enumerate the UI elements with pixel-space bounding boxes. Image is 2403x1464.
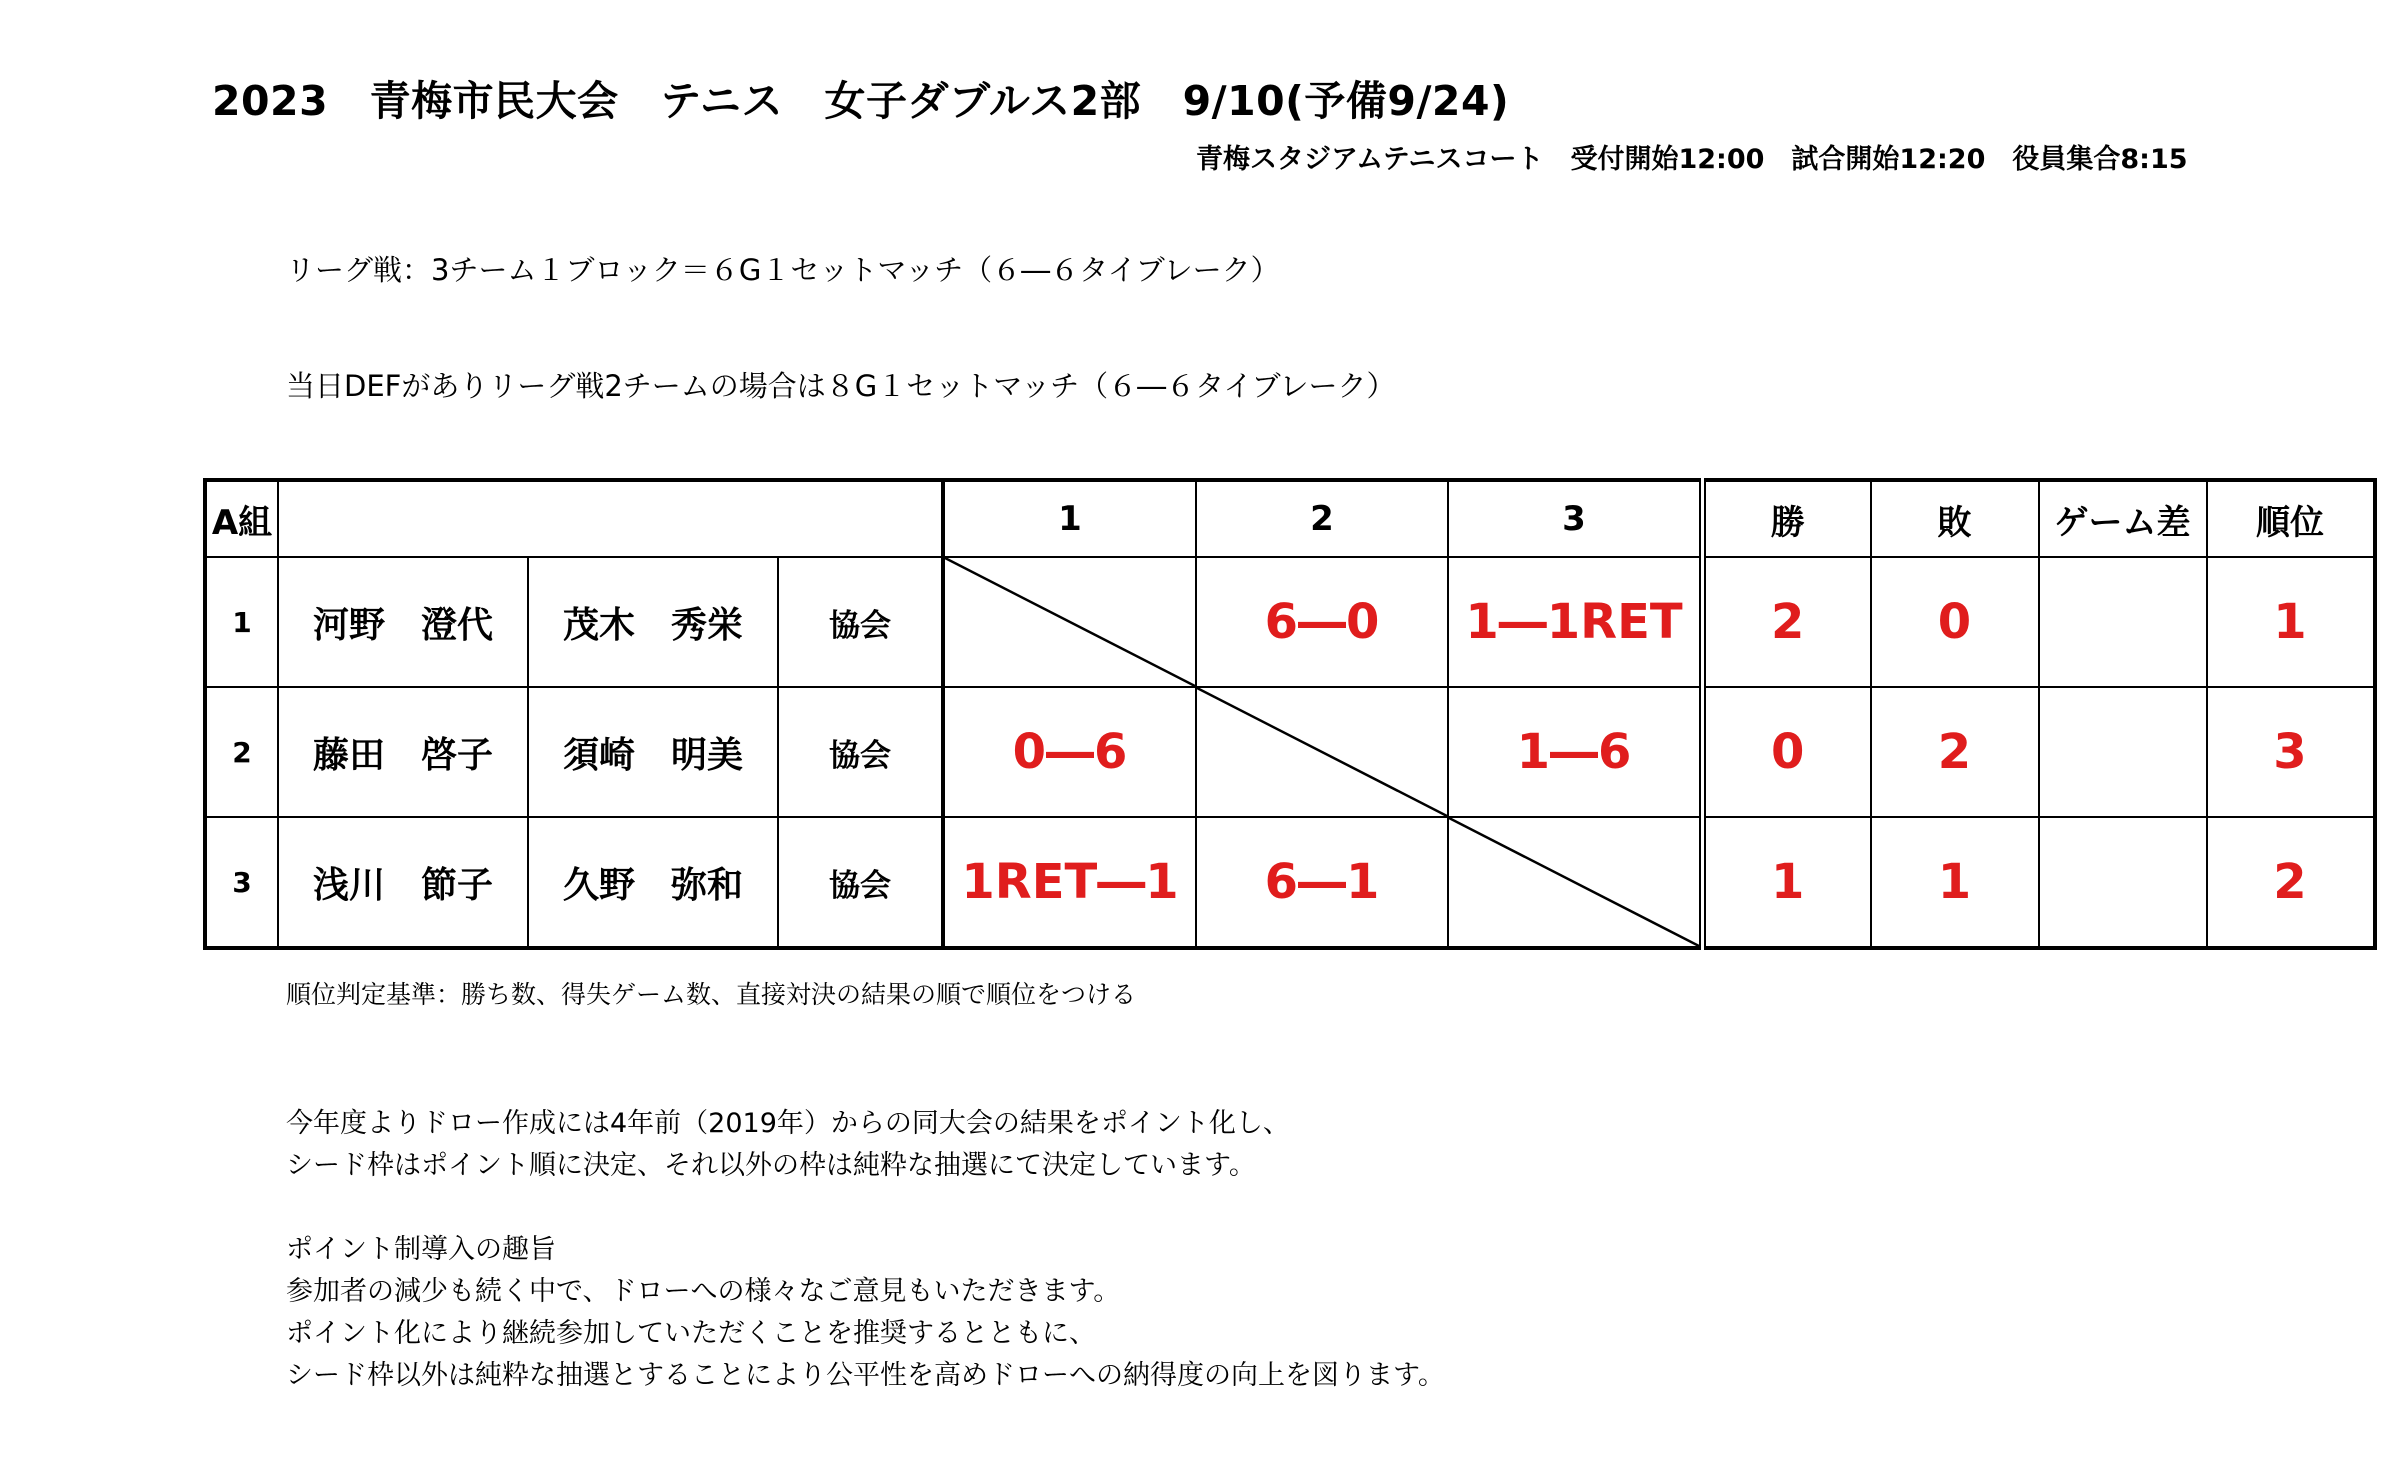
col-header-1: 1 bbox=[943, 480, 1196, 557]
player-name: 浅川 節子 bbox=[278, 817, 528, 948]
league-rule: リーグ戦：3チーム１ブロック＝６G１セットマッチ（６―６タイブレーク） bbox=[286, 253, 1280, 287]
ranking-criteria: 順位判定基準：勝ち数、得失ゲーム数、直接対決の結果の順で順位をつける bbox=[286, 980, 1137, 1009]
table-row bbox=[205, 817, 2375, 948]
rank-header: 順位 bbox=[2207, 480, 2375, 557]
loss-header: 敗 bbox=[1871, 480, 2039, 557]
diagonal-cell bbox=[943, 557, 1196, 687]
loss-count: 0 bbox=[1871, 557, 2039, 687]
rank-value: 1 bbox=[2207, 557, 2375, 687]
loss-count: 2 bbox=[1871, 687, 2039, 817]
diagonal-line bbox=[1197, 688, 1447, 816]
notes-spacer bbox=[286, 1187, 1445, 1229]
diagonal-line bbox=[1449, 818, 1699, 946]
table-row bbox=[205, 687, 2375, 817]
match-score: 1RET―1 bbox=[943, 817, 1196, 948]
player-name: 藤田 啓子 bbox=[278, 687, 528, 817]
venue-info: 青梅スタジアムテニスコート 受付開始12:00 試合開始12:20 役員集合8:15 bbox=[1196, 144, 2188, 175]
notes-line: シード枠以外は純粋な抽選とすることにより公平性を高めドローへの納得度の向上を図ります。 bbox=[286, 1360, 1445, 1391]
notes-line: 今年度よりドロー作成には4年前（2019年）からの同大会の結果をポイント化し、 bbox=[286, 1108, 1290, 1139]
game-diff-header: ゲーム差 bbox=[2039, 480, 2207, 557]
club-name: 協会 bbox=[778, 817, 943, 948]
notes-line: ポイント化により継続参加していただくことを推奨するとともに、 bbox=[286, 1318, 1096, 1349]
page-title: 2023 青梅市民大会 テニス 女子ダブルス2部 9/10(予備9/24) bbox=[212, 77, 1510, 125]
game-diff-value bbox=[2039, 687, 2207, 817]
win-count: 0 bbox=[1703, 687, 1871, 817]
club-name: 協会 bbox=[778, 687, 943, 817]
rank-value: 2 bbox=[2207, 817, 2375, 948]
notes-heading: ポイント制導入の趣旨 bbox=[286, 1234, 556, 1265]
match-score: 0―6 bbox=[943, 687, 1196, 817]
group-label: A組 bbox=[205, 480, 278, 557]
header-team-blank bbox=[278, 480, 943, 557]
notes-line: 参加者の減少も続く中で、ドローへの様々なご意見もいただきます。 bbox=[286, 1276, 1121, 1307]
match-score: 1―6 bbox=[1448, 687, 1703, 817]
match-score: 6―1 bbox=[1196, 817, 1448, 948]
team-number: 2 bbox=[205, 687, 278, 817]
loss-count: 1 bbox=[1871, 817, 2039, 948]
player-name: 須崎 明美 bbox=[528, 687, 778, 817]
league-table bbox=[203, 478, 2377, 950]
notes-line: シード枠はポイント順に決定、それ以外の枠は純粋な抽選にて決定しています。 bbox=[286, 1150, 1256, 1181]
team-number: 3 bbox=[205, 817, 278, 948]
win-count: 2 bbox=[1703, 557, 1871, 687]
win-count: 1 bbox=[1703, 817, 1871, 948]
club-name: 協会 bbox=[778, 557, 943, 687]
game-diff-value bbox=[2039, 557, 2207, 687]
match-score: 6―0 bbox=[1196, 557, 1448, 687]
match-score: 1―1RET bbox=[1448, 557, 1703, 687]
def-rule: 当日DEFがありリーグ戦2チームの場合は８G１セットマッチ（６―６タイブレーク） bbox=[286, 369, 1396, 403]
player-name: 茂木 秀栄 bbox=[528, 557, 778, 687]
rank-value: 3 bbox=[2207, 687, 2375, 817]
col-header-2: 2 bbox=[1196, 480, 1448, 557]
player-name: 河野 澄代 bbox=[278, 557, 528, 687]
diagonal-cell bbox=[1448, 817, 1703, 948]
team-number: 1 bbox=[205, 557, 278, 687]
player-name: 久野 弥和 bbox=[528, 817, 778, 948]
table-row bbox=[205, 557, 2375, 687]
col-header-3: 3 bbox=[1448, 480, 1703, 557]
header-row bbox=[205, 480, 2375, 557]
diagonal-cell bbox=[1196, 687, 1448, 817]
win-header: 勝 bbox=[1703, 480, 1871, 557]
game-diff-value bbox=[2039, 817, 2207, 948]
notes-block bbox=[286, 1103, 1445, 1397]
diagonal-line bbox=[945, 558, 1195, 686]
